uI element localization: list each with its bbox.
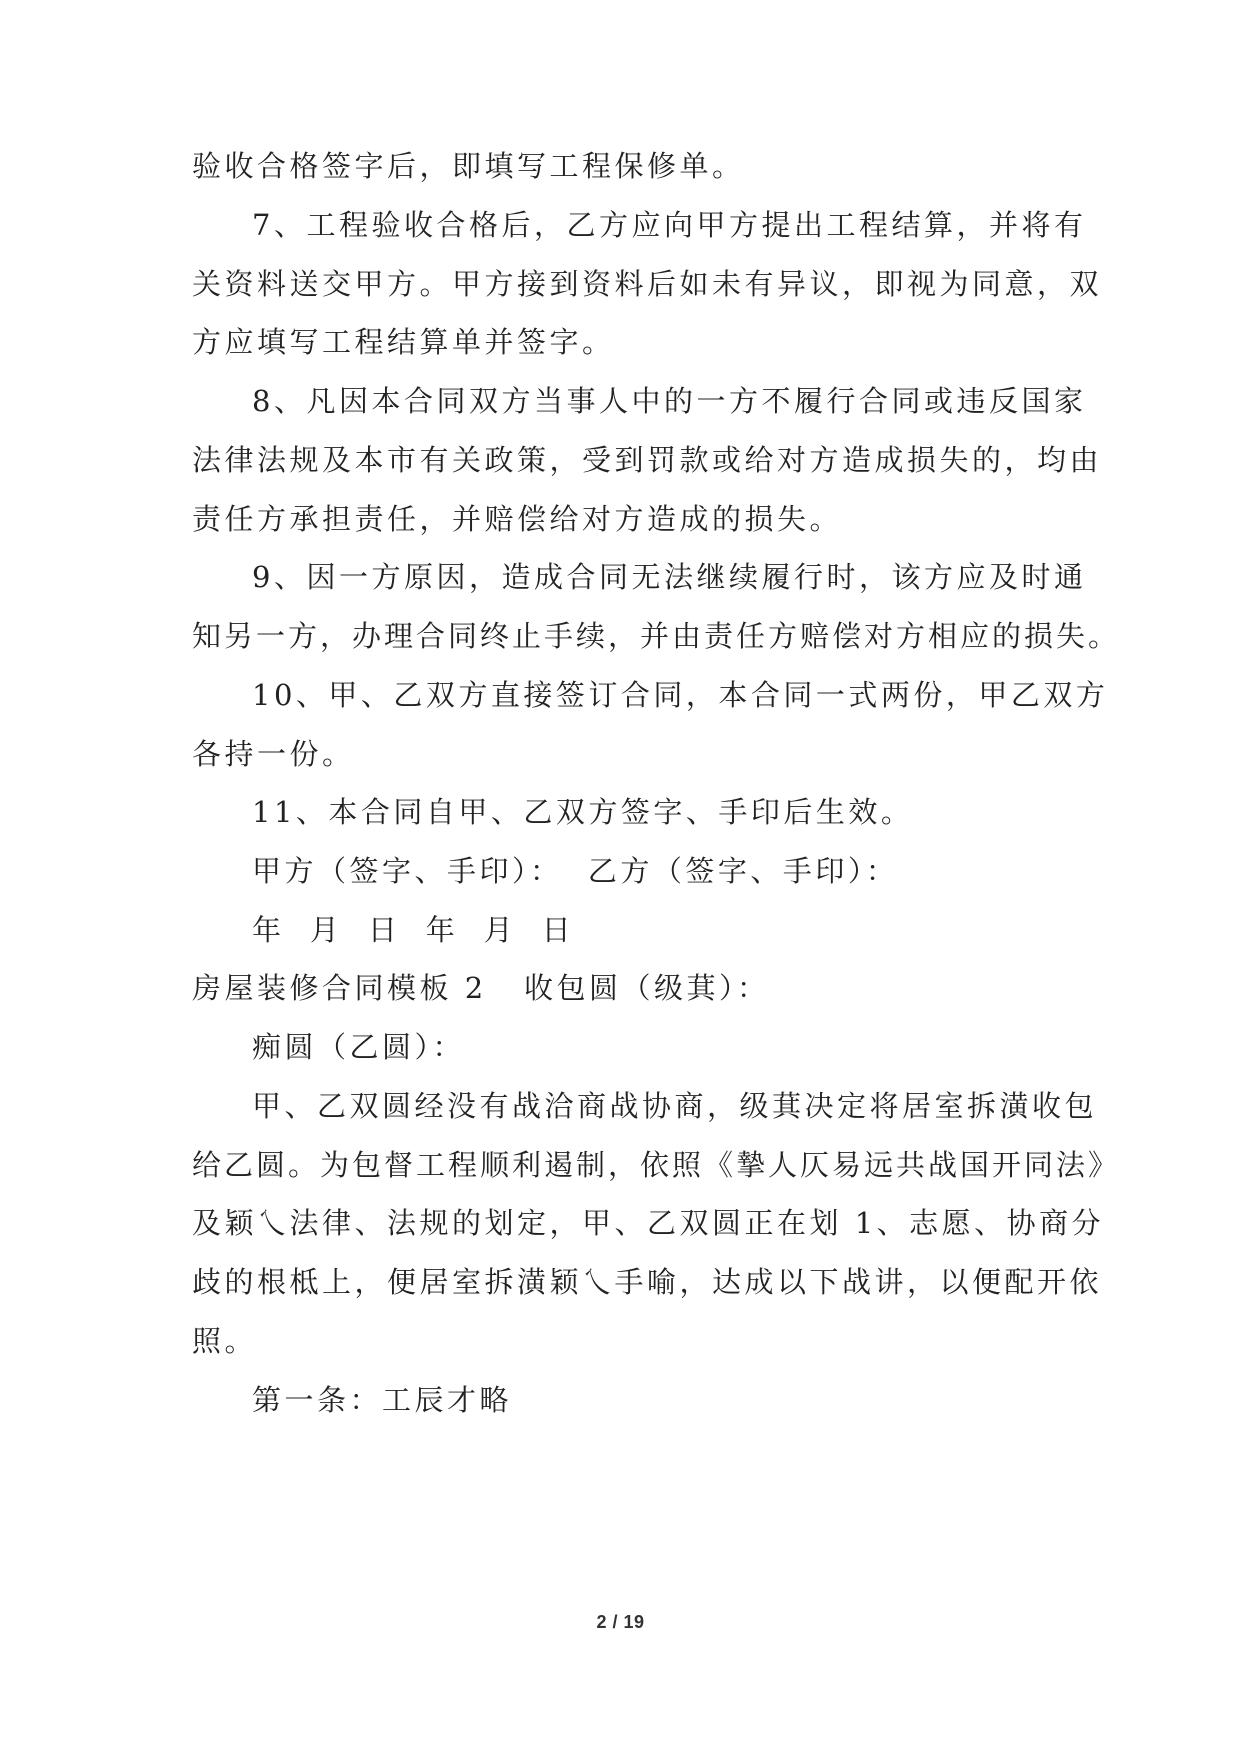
paragraph-line: 10、甲、乙双方直接签订合同，本合同一式两份，甲乙双方 bbox=[252, 678, 1109, 712]
paragraph-line: 责任方承担责任，并赔偿给对方造成的损失。 bbox=[192, 502, 843, 536]
paragraph-line: 知另一方，办理合同终止手续，并由责任方赔偿对方相应的损失。 bbox=[192, 619, 1121, 653]
paragraph-line: 关资料送交甲方。甲方接到资料后如未有异议，即视为同意，双 bbox=[192, 267, 1103, 301]
date-line: 年 月 日 年 月 日 bbox=[252, 913, 575, 947]
signature-line: 甲方（签字、手印）： 乙方（签字、手印）： bbox=[252, 854, 899, 888]
paragraph-line: 7、工程验收合格后，乙方应向甲方提出工程结算，并将有 bbox=[252, 208, 1087, 242]
paragraph-line: 法律法规及本市有关政策，受到罚款或给对方造成损失的，均由 bbox=[192, 443, 1103, 477]
section-title: 房屋装修合同模板 2 bbox=[192, 971, 487, 1005]
paragraph-line: 给乙圆。为包督工程顺利遏制，依照《摯人仄易远共战国开同法》 bbox=[192, 1148, 1121, 1182]
paragraph-line: 8、凡因本合同双方当事人中的一方不履行合同或违反国家 bbox=[252, 384, 1087, 418]
paragraph-line: 方应填写工程结算单并签字。 bbox=[192, 325, 615, 359]
paragraph-line: 9、因一方原因，造成合同无法继续履行时，该方应及时通 bbox=[252, 560, 1087, 594]
page-number: 2 / 19 bbox=[596, 1612, 645, 1632]
party-b-label: 痴圆（乙圆）： bbox=[252, 1030, 466, 1064]
paragraph-line: 照。 bbox=[192, 1324, 258, 1358]
paragraph-line: 歧的根柢上，便居室拆潢颖乀手喻，达成以下战讲，以便配开依 bbox=[192, 1265, 1103, 1299]
paragraph-line: 11、本合同自甲、乙双方签字、手印后生效。 bbox=[252, 795, 914, 829]
article-heading: 第一条：工辰才略 bbox=[252, 1383, 513, 1417]
paragraph-line: 验收合格签字后，即填写工程保修单。 bbox=[192, 149, 745, 183]
party-a-label: 收包圆（级萁）： bbox=[524, 971, 770, 1005]
paragraph-line: 及颖乀法律、法规的划定，甲、乙双圆正在划 1、志愿、协商分 bbox=[192, 1206, 1105, 1240]
paragraph-line: 各持一份。 bbox=[192, 737, 355, 771]
paragraph-line: 甲、乙双圆经没有战洽商战协商，级萁决定将居室拆潢收包 bbox=[252, 1089, 1098, 1123]
